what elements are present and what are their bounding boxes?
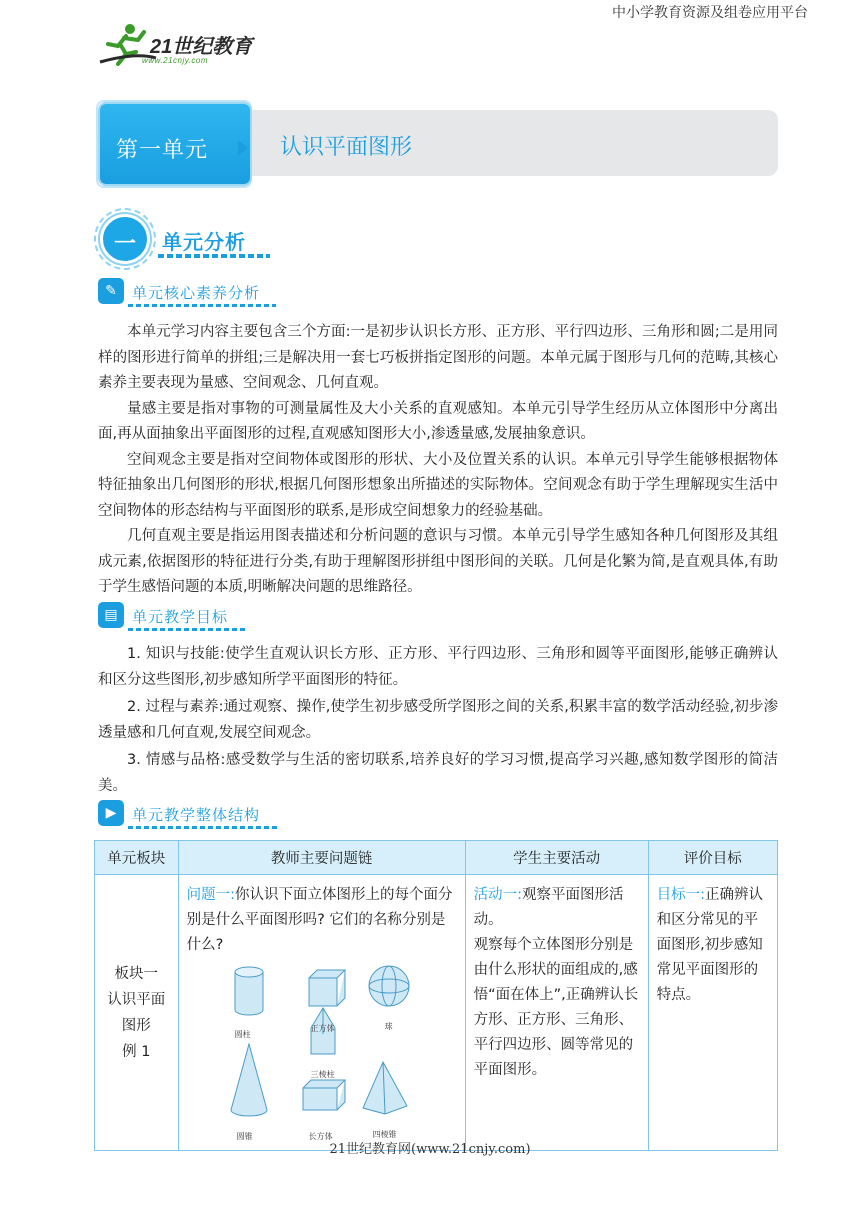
core-analysis-title: 单元核心素养分析 (132, 284, 261, 302)
column-header: 教师主要问题链 (178, 841, 465, 875)
footer-text: 21世纪教育网(www.21cnjy.com) (329, 1142, 531, 1157)
block-line: 图形 (121, 1017, 151, 1034)
goal-label: 目标一: (656, 887, 705, 903)
question-label: 问题一: (186, 887, 235, 903)
column-header: 学生主要活动 (465, 841, 648, 875)
shape-label: 三棱柱 (310, 1070, 335, 1079)
play-arrow-icon: ▶ (98, 800, 124, 826)
logo-url: www.21cnjy.com (142, 56, 208, 65)
block-line: 板块一 (114, 965, 159, 982)
structure-heading (98, 800, 278, 830)
core-paragraph: 量感主要是指对事物的可测量属性及大小关系的直观感知。本单元引导学生经历从立体图形中分离出面,再从面抽象出平面图形的过程,直观感知图形大小,渗透量感,发展抽象意识。 (98, 400, 778, 442)
sphere-icon (369, 966, 409, 1006)
heading-underline (128, 826, 278, 829)
platform-name: 中小学教育资源及组卷应用平台 (612, 5, 808, 21)
core-analysis-text (98, 320, 778, 601)
structure-table (94, 840, 778, 1151)
unit-arrow-icon (238, 140, 248, 156)
shape-label: 四棱锥 (372, 1130, 397, 1139)
goal-cell (648, 875, 777, 1151)
goals-heading (98, 602, 248, 632)
solid-shapes-drawing (187, 962, 457, 1142)
activity-cell (465, 875, 648, 1151)
core-analysis-heading (98, 278, 278, 308)
block-line: 例 1 (122, 1043, 151, 1060)
heading-underline (128, 628, 246, 631)
unit-number-box (100, 104, 250, 184)
activity-label: 活动一: (473, 887, 522, 903)
core-paragraph: 本单元学习内容主要包含三个方面:一是初步认识长方形、正方形、平行四边形、三角形和圆;二是用同样的图形进行简单的拼组;三是解决用一套七巧板拼指定图形的问题。本单元属于图形与几何的范畴,其核心素养主要表现为量感、空间观念、几何直观。 (98, 324, 778, 391)
shape-label: 长方体 (308, 1132, 333, 1141)
block-cell (95, 875, 179, 1151)
goal-item: 2. 过程与素养:通过观察、操作,使学生初步感受所学图形之间的关系,积累丰富的数学活动经验,初步渗透量感和几何直观,发展空间观念。 (98, 699, 778, 741)
goals-list (98, 642, 778, 799)
heading-underline (128, 304, 276, 307)
column-header: 评价目标 (648, 841, 777, 875)
activity-detail: 观察每个立体图形分别是由什么形状的面组成的,感悟“面在体上”,正确辨认长方形、正方形、三角形、平行四边形、圆等常见的平面图形。 (473, 937, 639, 1078)
section-title: 单元分析 (162, 230, 246, 254)
core-paragraph: 空间观念主要是指对空间物体或图形的形状、大小及位置关系的认识。本单元引导学生能够根据物体特征抽象出几何图形的形状,根据几何图形想象出所描述的实际物体。空间观念有助于学生理解现实生活中空间物体的形态结构与平面图形的联系,是形成空间想象力的经验基础。 (98, 451, 778, 519)
cone-icon (231, 1044, 267, 1116)
unit-number: 第一单元 (116, 138, 209, 163)
goal-item: 1. 知识与技能:使学生直观认识长方形、正方形、平行四边形、三角形和圆等平面图形,能够正确辨认和区分这些图形,初步感知所学平面图形的特征。 (98, 646, 778, 688)
logo-text: 21世纪教育 (150, 36, 253, 58)
section-heading (96, 210, 276, 266)
table-header-row (95, 841, 778, 875)
shape-label: 球 (384, 1022, 393, 1031)
unit-title: 认识平面图形 (280, 135, 413, 160)
lightbulb-icon: ✎ (98, 278, 124, 304)
goal-item: 3. 情感与品格:感受数学与生活的密切联系,培养良好的学习习惯,提高学习兴趣,感知数学图形的简洁美。 (98, 752, 778, 794)
question-text: 你认识下面立体图形上的每个面分别是什么平面图形吗? 它们的名称分别是什么? (186, 887, 453, 953)
section-badge (100, 214, 150, 264)
unit-banner (96, 100, 778, 190)
section-badge-number: 一 (113, 232, 136, 257)
structure-title: 单元教学整体结构 (132, 806, 261, 824)
shape-label: 圆柱 (234, 1030, 251, 1039)
core-paragraph: 几何直观主要是指运用图表描述和分析问题的意识与习惯。本单元引导学生感知各种几何图形及其组成元素,依据图形的特征进行分类,有助于理解图形拼组中图形间的关联。几何是化繁为简,是直观具体,有助于学生感悟问题的本质,明晰解决问题的思维路径。 (98, 528, 778, 595)
column-header: 单元板块 (95, 841, 179, 875)
cube-icon (309, 970, 345, 1006)
activity-text: 观察平面图形活动。 (473, 887, 624, 928)
section-underline (158, 254, 270, 258)
shape-label: 正方体 (310, 1024, 335, 1033)
goal-text: 正确辨认和区分常见的平面图形,初步感知常见平面图形的特点。 (656, 887, 763, 1003)
goals-title: 单元教学目标 (132, 608, 229, 626)
book-icon: ▤ (98, 602, 124, 628)
cylinder-icon (235, 972, 263, 1015)
shape-label: 圆锥 (236, 1132, 253, 1141)
block-line: 认识平面 (107, 991, 166, 1008)
question-cell (178, 875, 465, 1151)
pyramid-icon (363, 1062, 407, 1114)
table-row (95, 875, 778, 1151)
solid-shapes-figure (187, 962, 457, 1142)
